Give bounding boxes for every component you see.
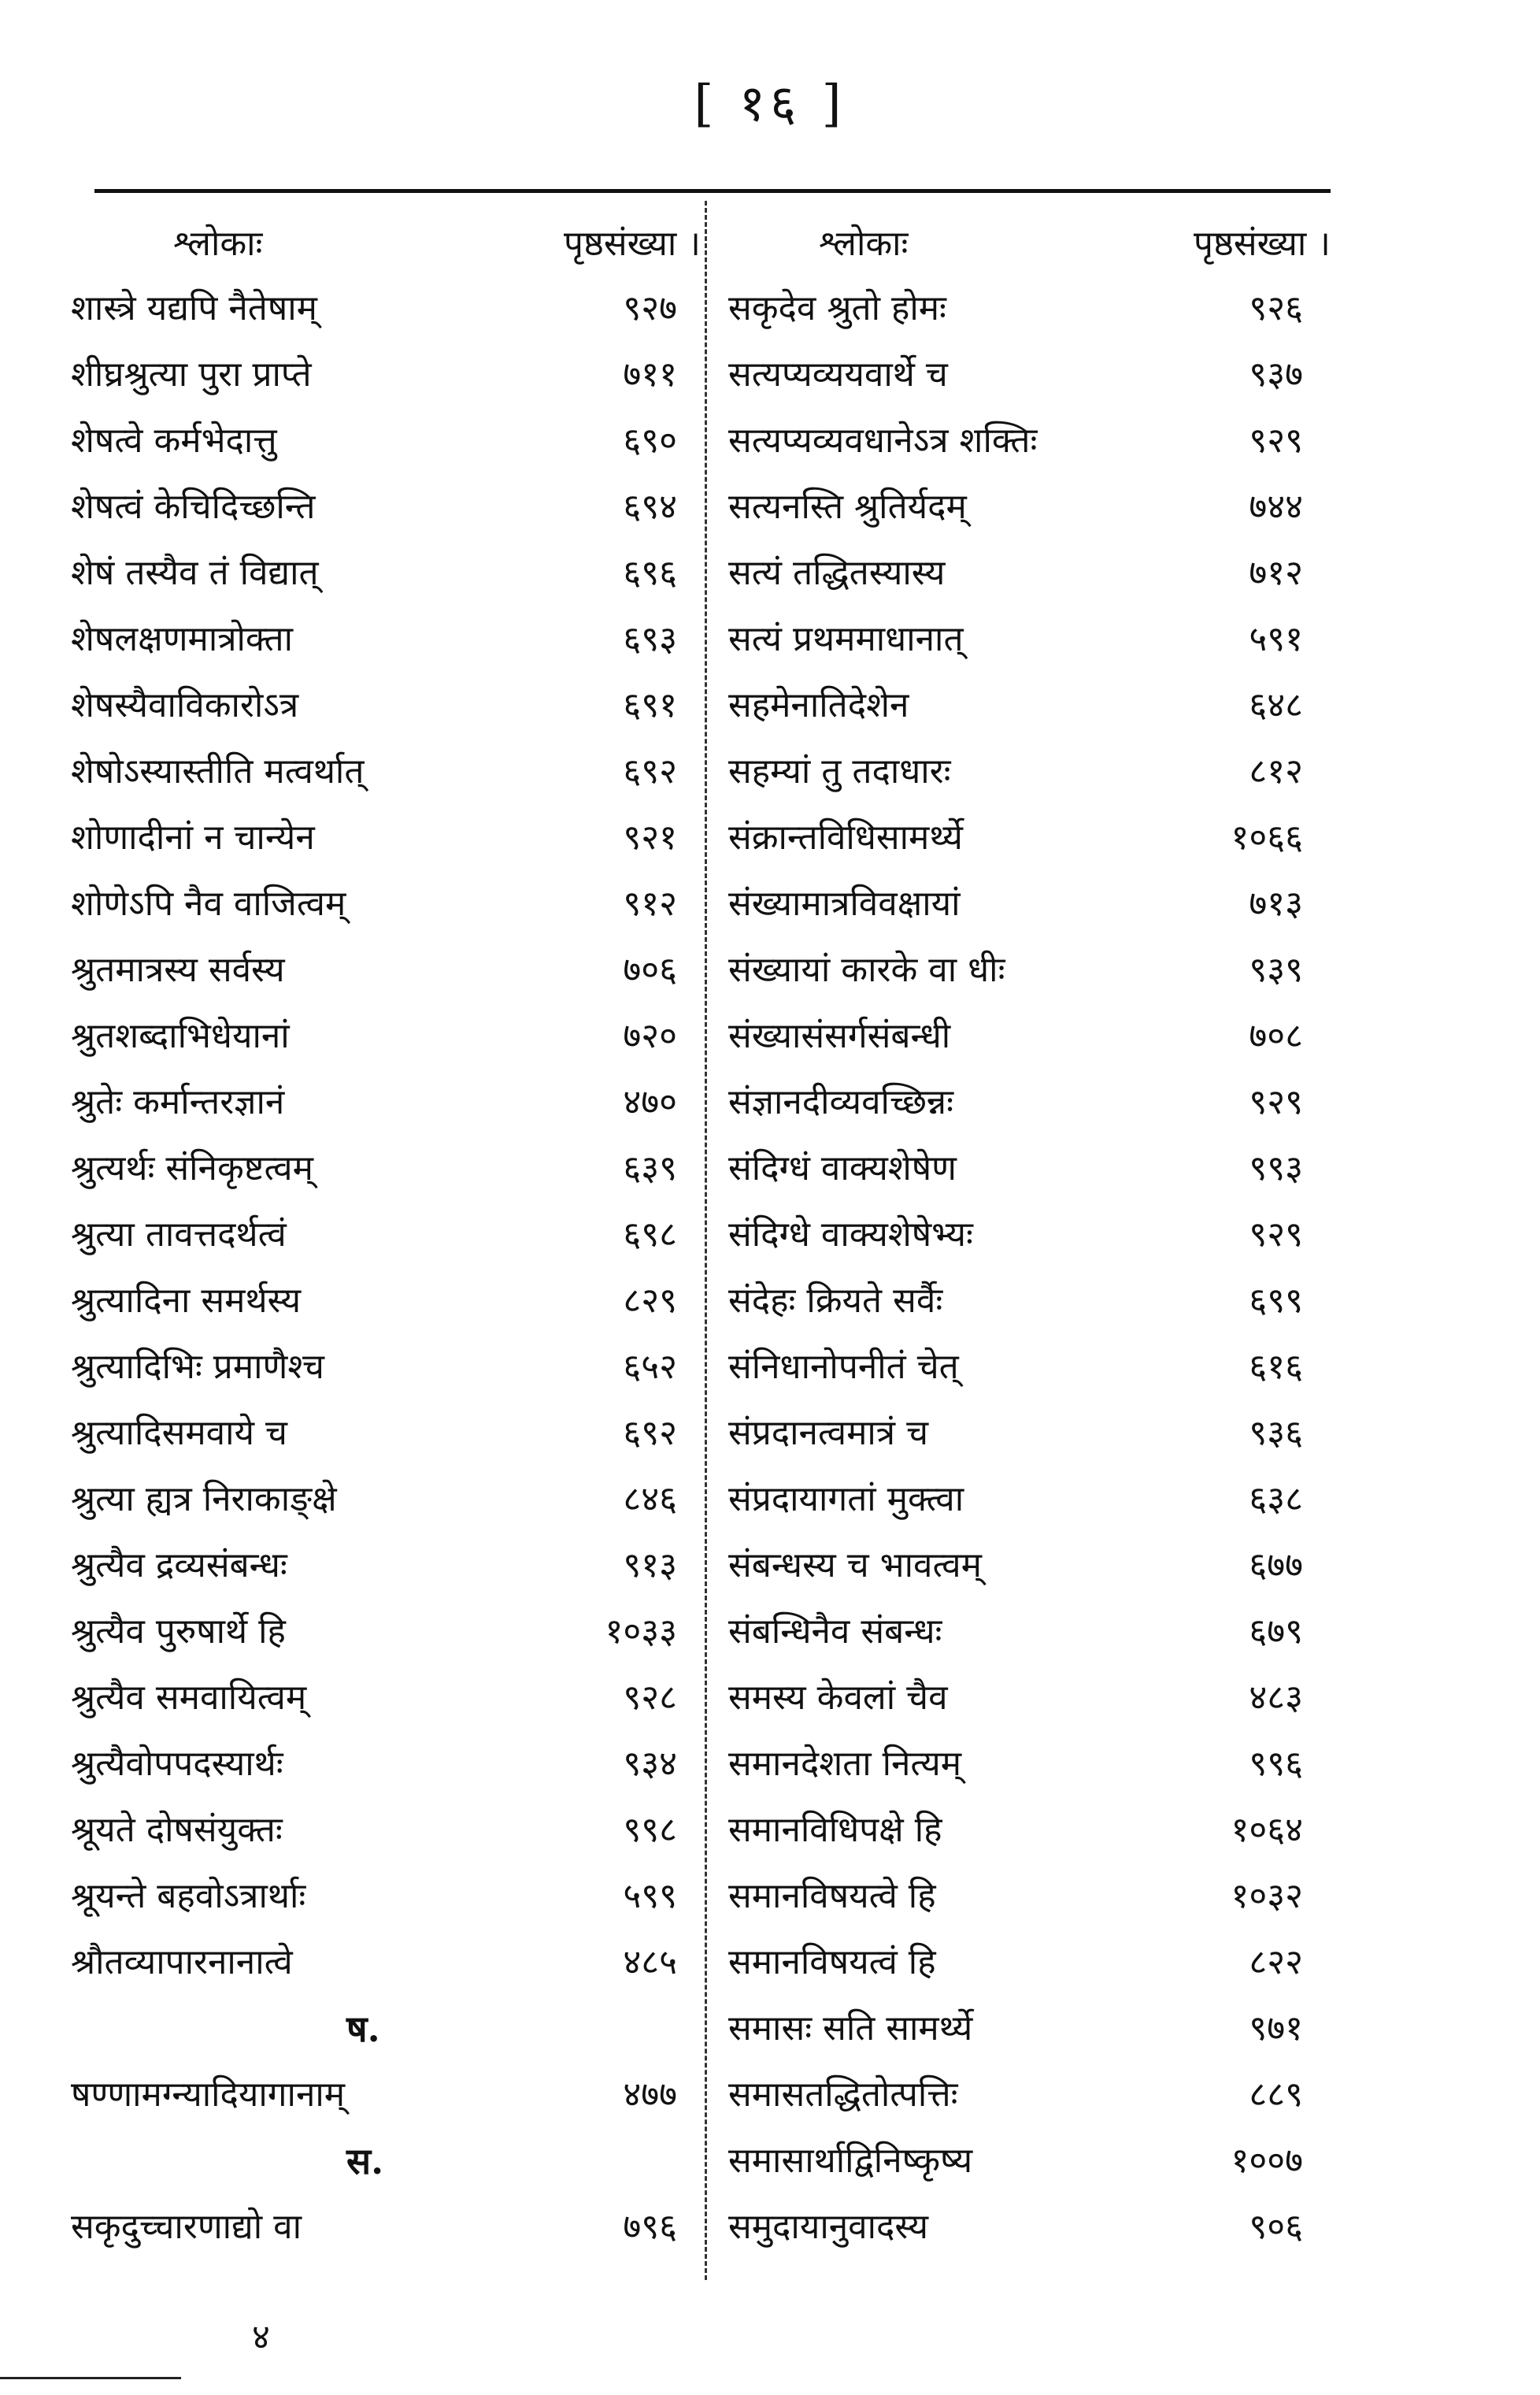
verse-text: संप्रदायागतां मुक्त्वा — [728, 1479, 964, 1519]
verse-text: श्रुत्यादिभिः प्रमाणैश्च — [71, 1347, 324, 1387]
index-entry — [63, 871, 685, 937]
page-ref: ९९६ — [1249, 1744, 1303, 1784]
index-entry — [713, 2128, 1342, 2194]
verse-text: समानविषयत्वं हि — [728, 1942, 936, 1982]
left-page-header: पृष्ठसंख्या । — [564, 224, 701, 264]
verse-text: समानविषयत्वे हि — [728, 1876, 936, 1916]
page-ref: ९३६ — [1249, 1413, 1303, 1453]
page-ref: १०६६ — [1231, 817, 1303, 858]
index-entry — [63, 739, 685, 805]
index-entry — [63, 1202, 685, 1268]
index-entry — [713, 1665, 1342, 1731]
page-ref: ६५२ — [623, 1347, 677, 1387]
page-ref: ९२७ — [623, 288, 677, 328]
verse-text: श्रुतमात्रस्य सर्वस्य — [71, 950, 285, 990]
index-entry — [713, 805, 1342, 871]
page-ref: ७०६ — [623, 950, 677, 990]
index-entry — [63, 1599, 685, 1665]
verse-text: समुदायानुवादस्य — [728, 2207, 929, 2247]
verse-text: संदेहः क्रियते सर्वैः — [728, 1281, 943, 1321]
verse-text: श्रुत्यैवोपपदस्यार्थः — [71, 1744, 283, 1784]
footer-rule — [0, 2377, 181, 2379]
page-ref: ९०६ — [1249, 2207, 1303, 2247]
verse-text: श्रुत्यादिसमवाये च — [71, 1413, 287, 1453]
verse-text: श्रुत्यर्थः संनिकृष्टत्वम् — [71, 1148, 313, 1188]
verse-text: समानदेशता नित्यम् — [728, 1744, 962, 1784]
index-entry — [63, 1268, 685, 1334]
verse-text: समासः सति सामर्थ्ये — [728, 2008, 973, 2048]
page-ref: ९९३ — [1249, 1148, 1303, 1188]
page-ref: ९२९ — [1249, 1082, 1303, 1122]
index-entry — [63, 1136, 685, 1202]
verse-text: शास्त्रे यद्यपि नैतेषाम् — [71, 288, 317, 328]
section-letter: ष. — [346, 2008, 380, 2050]
index-entry — [63, 805, 685, 871]
page-ref: ४७७ — [623, 2074, 677, 2115]
page-ref: ८४६ — [623, 1479, 677, 1519]
page-ref: ८१२ — [1249, 751, 1303, 792]
index-entry — [713, 1533, 1342, 1599]
page-ref: ६४८ — [1249, 685, 1303, 725]
index-entry — [63, 1400, 685, 1466]
index-entry — [63, 540, 685, 606]
index-entry — [63, 276, 685, 342]
index-entry — [63, 342, 685, 408]
page-ref: ८२२ — [1249, 1942, 1303, 1982]
index-entry — [713, 540, 1342, 606]
verse-text: श्रुत्यैव पुरुषार्थे हि — [71, 1611, 286, 1652]
verse-text: श्रुत्या तावत्तदर्थत्वं — [71, 1214, 287, 1255]
page-ref: ६९२ — [623, 1413, 677, 1453]
page-ref: १०६४ — [1231, 1810, 1303, 1850]
index-entry — [713, 1930, 1342, 1996]
index-entry — [63, 673, 685, 739]
page-ref: ६९३ — [623, 619, 677, 659]
index-entry — [63, 1731, 685, 1797]
right-verse-header: श्लोकाः — [819, 224, 909, 264]
verse-text: संदिग्धे वाक्यशेषेभ्यः — [728, 1214, 973, 1255]
index-entry — [713, 2194, 1342, 2260]
verse-text: सत्यप्यव्यवधानेऽत्र शक्तिः — [728, 421, 1038, 461]
signature-mark: ४ — [252, 2317, 270, 2357]
verse-text: श्रुत्यादिना समर्थस्य — [71, 1281, 302, 1321]
verse-text: संदिग्धं वाक्यशेषेण — [728, 1148, 957, 1188]
page-ref: ९२९ — [1249, 1214, 1303, 1255]
page-ref: ५९१ — [1249, 619, 1303, 659]
verse-text: सकृदुच्चारणाद्यो वा — [71, 2207, 302, 2247]
page-ref: ९२९ — [1249, 421, 1303, 461]
page-ref: ६९० — [623, 421, 677, 461]
verse-text: सहमेनातिदेशेन — [728, 685, 909, 725]
index-entry — [713, 871, 1342, 937]
page-ref: ६९९ — [1249, 1281, 1303, 1321]
right-page-header: पृष्ठसंख्या । — [1194, 224, 1331, 264]
verse-text: शोणादीनां न चान्येन — [71, 817, 315, 858]
page-ref: ४८५ — [623, 1942, 677, 1982]
index-entry — [713, 1863, 1342, 1930]
index-entry — [713, 1334, 1342, 1400]
index-entry — [713, 276, 1342, 342]
index-entry — [63, 2194, 685, 2260]
page-ref: ९२१ — [623, 817, 677, 858]
verse-text: संख्यायां कारके वा धीः — [728, 950, 1005, 990]
index-entry — [713, 1003, 1342, 1070]
index-entry — [63, 1334, 685, 1400]
index-entry — [713, 1268, 1342, 1334]
verse-text: श्रूयते दोषसंयुक्तः — [71, 1810, 283, 1850]
index-entry — [713, 1136, 1342, 1202]
verse-text: सकृदेव श्रुतो होमः — [728, 288, 946, 328]
column-divider — [705, 201, 707, 2280]
verse-text: सत्यं प्रथममाधानात् — [728, 619, 964, 659]
verse-text: शेषं तस्यैव तं विद्यात् — [71, 553, 319, 593]
header-rule — [94, 189, 1331, 193]
verse-text: शेषलक्षणमात्रोक्ता — [71, 619, 293, 659]
page-ref: ७९६ — [623, 2207, 677, 2247]
page-ref: ७२० — [623, 1016, 677, 1056]
index-entry — [713, 1400, 1342, 1466]
index-entry — [713, 2062, 1342, 2128]
page-ref: ६३९ — [623, 1148, 677, 1188]
page-ref: ६९२ — [623, 751, 677, 792]
index-entry — [713, 1797, 1342, 1863]
verse-text: सत्यनस्ति श्रुतिर्यदम् — [728, 487, 967, 527]
index-entry — [63, 606, 685, 673]
page-ref: ९३४ — [623, 1744, 677, 1784]
verse-text: श्रुत्या ह्यत्र निराकाङ्क्षे — [71, 1479, 337, 1519]
page-number: [ १६ ] — [694, 75, 846, 133]
verse-text: शेषस्यैवाविकारोऽत्र — [71, 685, 299, 725]
index-entry — [713, 1202, 1342, 1268]
index-entry — [63, 408, 685, 474]
page-ref: ६९८ — [623, 1214, 677, 1255]
index-entry — [63, 2062, 685, 2128]
page-ref: ६९१ — [623, 685, 677, 725]
index-entry — [713, 937, 1342, 1003]
page-ref: ९१२ — [623, 884, 677, 924]
left-verse-header: श्लोकाः — [173, 224, 263, 264]
page-ref: ४८३ — [1249, 1678, 1303, 1718]
verse-text: श्रूयन्ते बहवोऽत्रार्थाः — [71, 1876, 306, 1916]
page-ref: ६७९ — [1249, 1611, 1303, 1652]
page-ref: १००७ — [1231, 2141, 1303, 2181]
index-entry — [63, 937, 685, 1003]
page-ref: ६७७ — [1249, 1545, 1303, 1585]
page-ref: १०३२ — [1231, 1876, 1303, 1916]
page-ref: ६३८ — [1249, 1479, 1303, 1519]
index-entry — [713, 408, 1342, 474]
verse-text: समासतद्धितोत्पत्तिः — [728, 2074, 958, 2115]
page-ref: ६९४ — [623, 487, 677, 527]
page-ref: ८८९ — [1249, 2074, 1303, 2115]
verse-text: समस्य केवलां चैव — [728, 1678, 948, 1718]
verse-text: समानविधिपक्षे हि — [728, 1810, 942, 1850]
page-ref: ९२६ — [1249, 288, 1303, 328]
page-ref: ९३७ — [1249, 354, 1303, 395]
index-entry — [63, 1930, 685, 1996]
page-ref: ७०८ — [1249, 1016, 1303, 1056]
page-ref: ९७१ — [1249, 2008, 1303, 2048]
index-entry — [713, 1599, 1342, 1665]
verse-text: श्रुत्यैव समवायित्वम् — [71, 1678, 307, 1718]
page-ref: ९२८ — [623, 1678, 677, 1718]
index-entry — [713, 1070, 1342, 1136]
page-ref: ७११ — [623, 354, 677, 395]
index-entry — [63, 1863, 685, 1930]
page-ref: ७१३ — [1249, 884, 1303, 924]
page-ref: ८२९ — [623, 1281, 677, 1321]
index-entry — [63, 1797, 685, 1863]
section-letter: स. — [346, 2140, 384, 2182]
index-entry — [713, 1466, 1342, 1533]
page-ref: ६९६ — [623, 553, 677, 593]
verse-text: सत्यं तद्धितस्यास्य — [728, 553, 946, 593]
index-entry — [713, 606, 1342, 673]
verse-text: श्रुतेः कर्मान्तरज्ञानं — [71, 1082, 285, 1122]
index-entry — [63, 1003, 685, 1070]
verse-text: समासार्थाद्विनिष्कृष्य — [728, 2141, 973, 2181]
verse-text: संबन्धिनैव संबन्धः — [728, 1611, 942, 1652]
verse-text: संक्रान्तविधिसामर्थ्ये — [728, 817, 963, 858]
index-entry — [713, 739, 1342, 805]
index-entry — [63, 1665, 685, 1731]
page-ref: ६१६ — [1249, 1347, 1303, 1387]
verse-text: संख्यासंसर्गसंबन्धी — [728, 1016, 951, 1056]
verse-text: संबन्धस्य च भावत्वम् — [728, 1545, 982, 1585]
index-entry — [63, 474, 685, 540]
page-ref: ७४४ — [1249, 487, 1303, 527]
index-entry — [713, 1731, 1342, 1797]
index-entry — [713, 1996, 1342, 2062]
page-ref: ९९८ — [623, 1810, 677, 1850]
verse-text: शोणेऽपि नैव वाजित्वम् — [71, 884, 346, 924]
page-ref: ७१२ — [1249, 553, 1303, 593]
verse-text: सहम्यां तु तदाधारः — [728, 751, 951, 792]
verse-text: संज्ञानदीव्यवच्छिन्नः — [728, 1082, 953, 1122]
page-ref: ५९९ — [623, 1876, 677, 1916]
index-entry — [713, 673, 1342, 739]
right-index-column — [713, 276, 1342, 2260]
page-ref: ९३९ — [1249, 950, 1303, 990]
verse-text: श्रुत्यैव द्रव्यसंबन्धः — [71, 1545, 287, 1585]
index-entry — [63, 1466, 685, 1533]
index-entry — [63, 1533, 685, 1599]
verse-text: शेषत्वे कर्मभेदात्तु — [71, 421, 277, 461]
verse-text: संख्यामात्रविवक्षायां — [728, 884, 961, 924]
left-index-column — [63, 276, 685, 2260]
index-entry — [713, 474, 1342, 540]
index-entry — [63, 1070, 685, 1136]
verse-text: शेषत्वं केचिदिच्छन्ति — [71, 487, 316, 527]
verse-text: शेषोऽस्यास्तीति मत्वर्थात् — [71, 751, 365, 792]
verse-text: सत्यप्यव्ययवार्थे च — [728, 354, 948, 395]
verse-text: श्रौतव्यापारनानात्वे — [71, 1942, 293, 1982]
verse-text: षण्णामग्न्यादियागानाम् — [71, 2074, 346, 2115]
verse-text: श्रुतशब्दाभिधेयानां — [71, 1016, 290, 1056]
page-ref: १०३३ — [605, 1611, 677, 1652]
verse-text: संप्रदानत्वमात्रं च — [728, 1413, 929, 1453]
page-ref: ४७० — [623, 1082, 677, 1122]
verse-text: संनिधानोपनीतं चेत् — [728, 1347, 959, 1387]
verse-text: शीघ्रश्रुत्या पुरा प्राप्ते — [71, 354, 312, 395]
page-ref: ९१३ — [623, 1545, 677, 1585]
index-entry — [713, 342, 1342, 408]
